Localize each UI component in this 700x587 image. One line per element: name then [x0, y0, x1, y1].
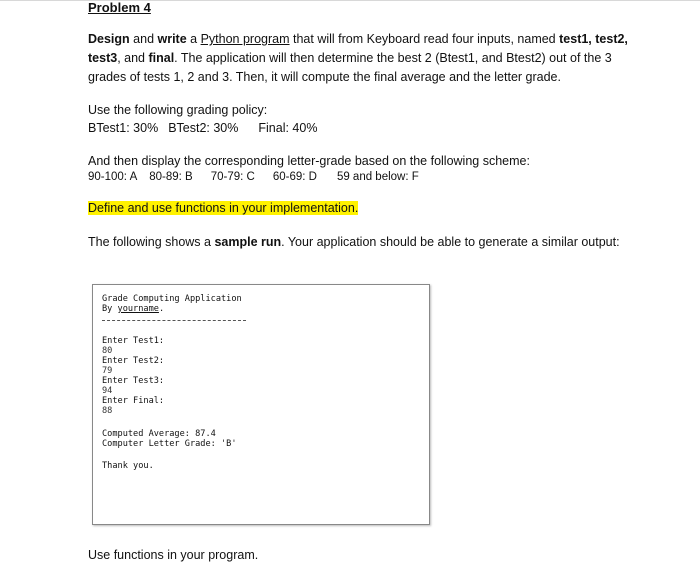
scheme-heading: And then display the corresponding letter-grade based on the following scheme:	[88, 154, 530, 168]
policy-items	[88, 119, 317, 138]
footer-note: Use functions in your program.	[88, 548, 259, 562]
policy-btest2: BTest2: 30%	[168, 121, 239, 135]
sample-run-bold: sample run	[214, 235, 282, 249]
highlight-line	[88, 199, 358, 218]
sample-intro	[88, 233, 620, 252]
sample-result-grade: Computer Letter Grade: 'B'	[102, 439, 237, 449]
scheme-items	[88, 168, 419, 187]
scheme-d: 60-69: D	[272, 171, 317, 183]
intro-rest: that will from Keyboard read four inputs, named	[289, 32, 560, 46]
sample-line: 94	[102, 386, 113, 396]
intro-a: a	[186, 32, 201, 46]
sample-line: Enter Final:	[102, 396, 165, 406]
sample-line: Enter Test2:	[102, 356, 165, 366]
sample-line: 88	[102, 406, 113, 416]
policy-btest1: BTest1: 30%	[88, 121, 159, 135]
sample-run-box	[92, 284, 430, 525]
intro-design: Design	[88, 32, 130, 46]
scheme-c: 70-79: C	[210, 171, 255, 183]
sample-by: By	[102, 304, 118, 314]
sample-result-average: Computed Average: 87.4	[102, 429, 216, 439]
policy-heading: Use the following grading policy:	[88, 103, 268, 117]
intro-rest-2: . The application will then determine the best 2 (Btest1, and Btest2) out of the 3	[174, 51, 612, 65]
scheme-b: 80-89: B	[149, 171, 193, 183]
sample-header-2	[102, 304, 164, 314]
highlighted-instruction: Define and use functions in your implementation.	[88, 201, 359, 215]
intro-line-1	[88, 30, 628, 49]
intro-and: and	[129, 32, 158, 46]
scheme-a: 90-100: A	[88, 171, 138, 183]
sample-intro-c: . Your application should be able to generate a similar output:	[281, 235, 620, 249]
sample-line: Enter Test3:	[102, 376, 165, 386]
intro-write: write	[157, 32, 187, 46]
sample-header-1: Grade Computing Application	[102, 294, 242, 304]
intro-test3: test3	[88, 51, 118, 65]
intro-line-3: grades of tests 1, 2 and 3. Then, it will compute the final average and the letter grade.	[88, 70, 561, 84]
policy-final: Final: 40%	[258, 121, 318, 135]
sample-line: 79	[102, 366, 113, 376]
intro-tests: test1, test2,	[559, 32, 628, 46]
sample-line: 80	[102, 346, 113, 356]
scheme-f: 59 and below: F	[336, 171, 419, 183]
problem-title: Problem 4	[88, 0, 151, 15]
intro-final: final	[148, 51, 175, 65]
sample-dot: .	[158, 304, 165, 314]
sample-thanks: Thank you.	[102, 461, 154, 471]
python-program-link: Python program	[200, 32, 290, 46]
intro-line-2	[88, 49, 612, 68]
sample-intro-a: The following shows a	[88, 235, 215, 249]
sample-divider	[102, 320, 246, 321]
sample-line: Enter Test1:	[102, 336, 165, 346]
sample-yourname: yourname	[117, 304, 159, 314]
intro-and-2: , and	[117, 51, 149, 65]
